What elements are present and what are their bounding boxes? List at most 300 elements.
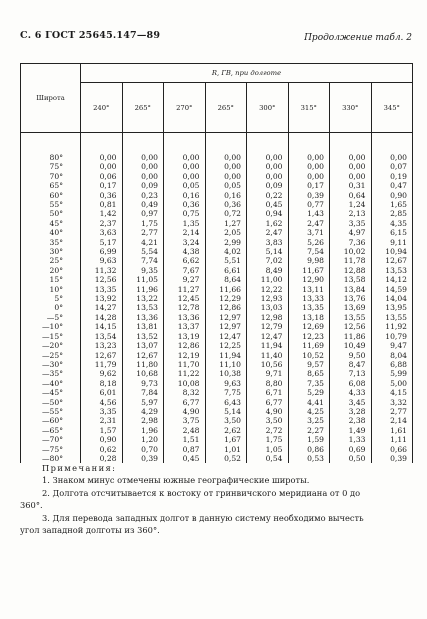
value-cell: 0,00 bbox=[330, 172, 372, 181]
table-row bbox=[21, 294, 413, 303]
value-cell: 0,00 bbox=[288, 162, 330, 171]
value-cell: 6,62 bbox=[164, 256, 206, 265]
value-cell: 3,45 bbox=[330, 398, 372, 407]
latitude-cell: —40° bbox=[21, 379, 81, 388]
value-cell: 13,23 bbox=[81, 341, 123, 350]
table-row bbox=[21, 256, 413, 265]
value-cell: 2,98 bbox=[122, 416, 164, 425]
value-cell: 12,22 bbox=[247, 285, 289, 294]
latitude-cell: 55° bbox=[21, 200, 81, 209]
latitude-cell: 35° bbox=[21, 238, 81, 247]
value-cell: 0,00 bbox=[122, 133, 164, 163]
value-cell: 1,11 bbox=[371, 435, 413, 444]
value-cell: 0,90 bbox=[371, 191, 413, 200]
value-cell: 9,63 bbox=[205, 379, 247, 388]
note-2: 2. Долгота отсчитывается к востоку от гринвичского меридиана от 0 до bbox=[42, 487, 361, 498]
longitude-header-cell: 270° bbox=[164, 83, 206, 133]
value-cell: 12,45 bbox=[164, 294, 206, 303]
page-reference: С. 6 ГОСТ 25645.147—89 bbox=[20, 30, 161, 41]
latitude-cell: —10° bbox=[21, 322, 81, 331]
value-cell: 1,20 bbox=[122, 435, 164, 444]
value-cell: 12,56 bbox=[81, 275, 123, 284]
value-cell: 9,98 bbox=[288, 256, 330, 265]
value-cell: 11,92 bbox=[371, 322, 413, 331]
value-cell: 2,62 bbox=[205, 426, 247, 435]
table-row bbox=[21, 181, 413, 190]
value-cell: 11,86 bbox=[330, 332, 372, 341]
latitude-cell: 15° bbox=[21, 275, 81, 284]
value-cell: 11,79 bbox=[81, 360, 123, 369]
table-row bbox=[21, 388, 413, 397]
latitude-cell: —60° bbox=[21, 416, 81, 425]
latitude-cell: 65° bbox=[21, 181, 81, 190]
value-cell: 0,00 bbox=[247, 133, 289, 163]
value-cell: 0,66 bbox=[371, 445, 413, 454]
table-row bbox=[21, 360, 413, 369]
value-cell: 3,24 bbox=[164, 238, 206, 247]
value-cell: 0,39 bbox=[288, 191, 330, 200]
value-cell: 2,72 bbox=[247, 426, 289, 435]
value-cell: 12,88 bbox=[330, 266, 372, 275]
value-cell: 12,29 bbox=[205, 294, 247, 303]
value-cell: 0,53 bbox=[288, 454, 330, 463]
value-cell: 4,35 bbox=[371, 219, 413, 228]
cutoff-rigidity-table bbox=[20, 63, 413, 463]
table-continuation-label: Продолжение табл. 2 bbox=[304, 33, 412, 43]
value-cell: 2,47 bbox=[247, 228, 289, 237]
latitude-cell: —20° bbox=[21, 341, 81, 350]
table-row bbox=[21, 416, 413, 425]
value-cell: 13,55 bbox=[330, 313, 372, 322]
value-cell: 12,69 bbox=[288, 322, 330, 331]
value-cell: 9,63 bbox=[81, 256, 123, 265]
value-cell: 10,49 bbox=[330, 341, 372, 350]
table-body bbox=[21, 133, 413, 464]
value-cell: 9,35 bbox=[122, 266, 164, 275]
value-cell: 0,00 bbox=[122, 172, 164, 181]
value-cell: 8,65 bbox=[288, 369, 330, 378]
value-cell: 3,35 bbox=[330, 219, 372, 228]
value-cell: 13,11 bbox=[288, 285, 330, 294]
value-cell: 13,92 bbox=[81, 294, 123, 303]
value-cell: 11,10 bbox=[205, 360, 247, 369]
value-cell: 11,94 bbox=[247, 341, 289, 350]
value-cell: 13,58 bbox=[330, 275, 372, 284]
value-cell: 10,08 bbox=[164, 379, 206, 388]
value-cell: 13,81 bbox=[122, 322, 164, 331]
value-cell: 13,19 bbox=[164, 332, 206, 341]
value-cell: 12,56 bbox=[330, 322, 372, 331]
value-cell: 13,07 bbox=[122, 341, 164, 350]
value-cell: 13,37 bbox=[164, 322, 206, 331]
value-cell: 0,77 bbox=[288, 200, 330, 209]
value-cell: 13,35 bbox=[81, 285, 123, 294]
latitude-cell: 10° bbox=[21, 285, 81, 294]
value-cell: 8,80 bbox=[247, 379, 289, 388]
value-cell: 4,97 bbox=[330, 228, 372, 237]
value-cell: 14,27 bbox=[81, 303, 123, 312]
value-cell: 0,00 bbox=[330, 133, 372, 163]
value-cell: 2,48 bbox=[164, 426, 206, 435]
value-cell: 12,47 bbox=[205, 332, 247, 341]
table-row bbox=[21, 407, 413, 416]
latitude-cell: 45° bbox=[21, 219, 81, 228]
value-cell: 1,49 bbox=[330, 426, 372, 435]
table-row bbox=[21, 285, 413, 294]
value-cell: 0,36 bbox=[205, 200, 247, 209]
value-cell: 1,75 bbox=[247, 435, 289, 444]
value-cell: 13,53 bbox=[371, 266, 413, 275]
value-cell: 10,56 bbox=[247, 360, 289, 369]
value-cell: 8,18 bbox=[81, 379, 123, 388]
value-cell: 12,78 bbox=[164, 303, 206, 312]
value-cell: 0,54 bbox=[247, 454, 289, 463]
latitude-cell: —55° bbox=[21, 407, 81, 416]
value-cell: 3,50 bbox=[247, 416, 289, 425]
value-cell: 0,17 bbox=[288, 181, 330, 190]
value-cell: 7,13 bbox=[330, 369, 372, 378]
value-cell: 3,75 bbox=[164, 416, 206, 425]
value-cell: 11,00 bbox=[247, 275, 289, 284]
value-cell: 6,77 bbox=[247, 398, 289, 407]
value-cell: 13,03 bbox=[247, 303, 289, 312]
note-3-continued: угол западной долготы из 360°. bbox=[20, 525, 160, 536]
value-cell: 5,99 bbox=[371, 369, 413, 378]
table-row bbox=[21, 200, 413, 209]
value-cell: 0,64 bbox=[330, 191, 372, 200]
value-cell: 10,68 bbox=[122, 369, 164, 378]
table-row bbox=[21, 322, 413, 331]
value-cell: 2,05 bbox=[205, 228, 247, 237]
value-cell: 3,63 bbox=[81, 228, 123, 237]
value-cell: 0,22 bbox=[247, 191, 289, 200]
value-cell: 5,29 bbox=[288, 388, 330, 397]
table-row bbox=[21, 379, 413, 388]
value-cell: 14,59 bbox=[371, 285, 413, 294]
value-cell: 12,86 bbox=[205, 303, 247, 312]
latitude-cell: 40° bbox=[21, 228, 81, 237]
value-cell: 13,54 bbox=[81, 332, 123, 341]
value-cell: 0,62 bbox=[81, 445, 123, 454]
value-cell: 2,27 bbox=[288, 426, 330, 435]
value-cell: 6,77 bbox=[164, 398, 206, 407]
value-cell: 9,62 bbox=[81, 369, 123, 378]
value-cell: 0,50 bbox=[330, 454, 372, 463]
value-cell: 2,77 bbox=[371, 407, 413, 416]
note-3: 3. Для перевода западных долгот в данную систему необходимо вычесть bbox=[42, 512, 364, 523]
value-cell: 0,05 bbox=[164, 181, 206, 190]
value-cell: 6,15 bbox=[371, 228, 413, 237]
table-row bbox=[21, 266, 413, 275]
value-cell: 5,54 bbox=[122, 247, 164, 256]
table-row bbox=[21, 445, 413, 454]
value-cell: 13,84 bbox=[330, 285, 372, 294]
value-cell: 0,28 bbox=[81, 454, 123, 463]
value-cell: 11,32 bbox=[81, 266, 123, 275]
value-cell: 0,09 bbox=[122, 181, 164, 190]
value-cell: 11,69 bbox=[288, 341, 330, 350]
value-cell: 13,53 bbox=[122, 303, 164, 312]
value-cell: 14,28 bbox=[81, 313, 123, 322]
value-cell: 0,75 bbox=[164, 209, 206, 218]
value-cell: 0,00 bbox=[371, 133, 413, 163]
table-row bbox=[21, 247, 413, 256]
value-cell: 14,15 bbox=[81, 322, 123, 331]
value-cell: 4,56 bbox=[81, 398, 123, 407]
value-cell: 0,09 bbox=[247, 181, 289, 190]
latitude-cell: —35° bbox=[21, 369, 81, 378]
table-row bbox=[21, 228, 413, 237]
value-cell: 5,00 bbox=[371, 379, 413, 388]
value-cell: 1,65 bbox=[371, 200, 413, 209]
table-row bbox=[21, 172, 413, 181]
longitude-header-cell: 315° bbox=[288, 83, 330, 133]
value-cell: 4,02 bbox=[205, 247, 247, 256]
value-cell: 9,47 bbox=[371, 341, 413, 350]
latitude-cell: —5° bbox=[21, 313, 81, 322]
latitude-cell: 0° bbox=[21, 303, 81, 312]
value-cell: 12,19 bbox=[164, 351, 206, 360]
value-cell: 2,14 bbox=[371, 416, 413, 425]
value-cell: 12,47 bbox=[247, 332, 289, 341]
value-cell: 3,25 bbox=[288, 416, 330, 425]
value-cell: 3,50 bbox=[205, 416, 247, 425]
value-cell: 4,25 bbox=[288, 407, 330, 416]
latitude-header: Широта bbox=[21, 64, 81, 133]
value-cell: 13,76 bbox=[330, 294, 372, 303]
value-cell: 4,21 bbox=[122, 238, 164, 247]
value-cell: 7,36 bbox=[330, 238, 372, 247]
longitude-header-cell: 330° bbox=[330, 83, 372, 133]
value-cell: 12,86 bbox=[164, 341, 206, 350]
value-cell: 0,00 bbox=[81, 162, 123, 171]
table-row bbox=[21, 303, 413, 312]
value-cell: 0,00 bbox=[330, 162, 372, 171]
value-cell: 13,52 bbox=[122, 332, 164, 341]
table-row bbox=[21, 435, 413, 444]
value-cell: 6,43 bbox=[205, 398, 247, 407]
value-cell: 13,36 bbox=[164, 313, 206, 322]
value-cell: 13,22 bbox=[122, 294, 164, 303]
value-cell: 3,32 bbox=[371, 398, 413, 407]
value-cell: 10,94 bbox=[371, 247, 413, 256]
latitude-cell: 70° bbox=[21, 172, 81, 181]
value-cell: 2,85 bbox=[371, 209, 413, 218]
value-cell: 12,23 bbox=[288, 332, 330, 341]
value-cell: 3,35 bbox=[81, 407, 123, 416]
value-cell: 11,66 bbox=[205, 285, 247, 294]
value-cell: 3,83 bbox=[247, 238, 289, 247]
value-cell: 12,98 bbox=[247, 313, 289, 322]
value-cell: 0,39 bbox=[122, 454, 164, 463]
value-cell: 11,80 bbox=[122, 360, 164, 369]
latitude-cell: —70° bbox=[21, 435, 81, 444]
latitude-cell: 75° bbox=[21, 162, 81, 171]
longitude-header-cell: 265° bbox=[205, 83, 247, 133]
latitude-cell: 25° bbox=[21, 256, 81, 265]
value-cell: 0,17 bbox=[81, 181, 123, 190]
value-cell: 1,35 bbox=[164, 219, 206, 228]
value-cell: 11,96 bbox=[122, 285, 164, 294]
value-cell: 14,12 bbox=[371, 275, 413, 284]
value-cell: 4,15 bbox=[371, 388, 413, 397]
value-cell: 2,47 bbox=[288, 219, 330, 228]
notes-title: Примечания: bbox=[42, 463, 117, 473]
value-cell: 0,00 bbox=[288, 133, 330, 163]
value-cell: 0,23 bbox=[122, 191, 164, 200]
value-cell: 13,69 bbox=[330, 303, 372, 312]
value-cell: 0,00 bbox=[122, 162, 164, 171]
value-cell: 0,00 bbox=[247, 172, 289, 181]
value-cell: 7,74 bbox=[122, 256, 164, 265]
table-row bbox=[21, 162, 413, 171]
latitude-cell: 5° bbox=[21, 294, 81, 303]
table-row bbox=[21, 275, 413, 284]
value-cell: 1,59 bbox=[288, 435, 330, 444]
value-cell: 3,71 bbox=[288, 228, 330, 237]
value-cell: 12,90 bbox=[288, 275, 330, 284]
value-cell: 12,67 bbox=[81, 351, 123, 360]
value-cell: 1,75 bbox=[122, 219, 164, 228]
value-cell: 0,06 bbox=[81, 172, 123, 181]
value-cell: 5,14 bbox=[247, 247, 289, 256]
value-cell: 11,94 bbox=[205, 351, 247, 360]
value-cell: 12,93 bbox=[247, 294, 289, 303]
value-cell: 0,00 bbox=[164, 133, 206, 163]
value-cell: 7,02 bbox=[247, 256, 289, 265]
value-cell: 7,75 bbox=[205, 388, 247, 397]
value-cell: 0,39 bbox=[371, 454, 413, 463]
value-cell: 1,27 bbox=[205, 219, 247, 228]
value-cell: 13,33 bbox=[288, 294, 330, 303]
value-cell: 5,26 bbox=[288, 238, 330, 247]
value-cell: 12,79 bbox=[247, 322, 289, 331]
value-cell: 11,40 bbox=[247, 351, 289, 360]
value-cell: 4,38 bbox=[164, 247, 206, 256]
latitude-cell: —50° bbox=[21, 398, 81, 407]
value-cell: 3,28 bbox=[330, 407, 372, 416]
value-cell: 8,32 bbox=[164, 388, 206, 397]
latitude-cell: —45° bbox=[21, 388, 81, 397]
value-cell: 6,71 bbox=[247, 388, 289, 397]
table-row bbox=[21, 341, 413, 350]
value-cell: 0,86 bbox=[288, 445, 330, 454]
value-cell: 0,31 bbox=[330, 181, 372, 190]
latitude-cell: 30° bbox=[21, 247, 81, 256]
value-cell: 0,52 bbox=[205, 454, 247, 463]
value-cell: 1,42 bbox=[81, 209, 123, 218]
value-cell: 7,84 bbox=[122, 388, 164, 397]
notes-section bbox=[20, 462, 412, 536]
value-cell: 14,04 bbox=[371, 294, 413, 303]
value-cell: 13,95 bbox=[371, 303, 413, 312]
value-cell: 1,01 bbox=[205, 445, 247, 454]
value-cell: 0,00 bbox=[205, 172, 247, 181]
latitude-cell: —30° bbox=[21, 360, 81, 369]
value-cell: 0,05 bbox=[205, 181, 247, 190]
value-cell: 0,45 bbox=[247, 200, 289, 209]
value-cell: 12,67 bbox=[122, 351, 164, 360]
value-cell: 13,35 bbox=[288, 303, 330, 312]
latitude-cell: —25° bbox=[21, 351, 81, 360]
value-cell: 0,00 bbox=[205, 162, 247, 171]
table-row bbox=[21, 332, 413, 341]
latitude-cell: —80° bbox=[21, 454, 81, 463]
latitude-cell: 60° bbox=[21, 191, 81, 200]
table-row bbox=[21, 398, 413, 407]
value-cell: 6,01 bbox=[81, 388, 123, 397]
value-cell: 11,05 bbox=[122, 275, 164, 284]
value-cell: 10,79 bbox=[371, 332, 413, 341]
note-1: 1. Знаком минус отмечены южные географические широты. bbox=[42, 475, 310, 486]
latitude-cell: 50° bbox=[21, 209, 81, 218]
value-cell: 0,00 bbox=[81, 133, 123, 163]
value-cell: 0,94 bbox=[247, 209, 289, 218]
value-cell: 6,99 bbox=[81, 247, 123, 256]
value-cell: 1,43 bbox=[288, 209, 330, 218]
value-cell: 7,35 bbox=[288, 379, 330, 388]
latitude-cell: 20° bbox=[21, 266, 81, 275]
value-cell: 9,11 bbox=[371, 238, 413, 247]
value-cell: 4,29 bbox=[122, 407, 164, 416]
table-row bbox=[21, 426, 413, 435]
value-cell: 9,71 bbox=[247, 369, 289, 378]
value-cell: 11,70 bbox=[164, 360, 206, 369]
value-cell: 12,25 bbox=[205, 341, 247, 350]
value-cell: 0,49 bbox=[122, 200, 164, 209]
value-cell: 1,96 bbox=[122, 426, 164, 435]
value-cell: 5,97 bbox=[122, 398, 164, 407]
value-cell: 0,00 bbox=[205, 133, 247, 163]
value-cell: 10,02 bbox=[330, 247, 372, 256]
value-cell: 9,27 bbox=[164, 275, 206, 284]
table-row bbox=[21, 313, 413, 322]
value-cell: 0,90 bbox=[81, 435, 123, 444]
value-cell: 5,17 bbox=[81, 238, 123, 247]
longitude-span-header: R, ГВ, при долготе bbox=[81, 64, 413, 83]
value-cell: 2,31 bbox=[81, 416, 123, 425]
value-cell: 7,67 bbox=[164, 266, 206, 275]
longitude-header-cell: 345° bbox=[371, 83, 413, 133]
value-cell: 8,04 bbox=[371, 351, 413, 360]
value-cell: 6,61 bbox=[205, 266, 247, 275]
value-cell: 1,57 bbox=[81, 426, 123, 435]
value-cell: 0,07 bbox=[371, 162, 413, 171]
value-cell: 2,13 bbox=[330, 209, 372, 218]
value-cell: 8,64 bbox=[205, 275, 247, 284]
value-cell: 4,90 bbox=[247, 407, 289, 416]
value-cell: 0,36 bbox=[164, 200, 206, 209]
table-row bbox=[21, 351, 413, 360]
value-cell: 9,57 bbox=[288, 360, 330, 369]
value-cell: 11,27 bbox=[164, 285, 206, 294]
value-cell: 13,55 bbox=[371, 313, 413, 322]
value-cell: 0,81 bbox=[81, 200, 123, 209]
value-cell: 12,67 bbox=[371, 256, 413, 265]
value-cell: 1,51 bbox=[164, 435, 206, 444]
value-cell: 7,54 bbox=[288, 247, 330, 256]
table-row bbox=[21, 238, 413, 247]
note-2-continued: 360°. bbox=[20, 500, 43, 511]
value-cell: 0,87 bbox=[164, 445, 206, 454]
value-cell: 5,14 bbox=[205, 407, 247, 416]
value-cell: 9,73 bbox=[122, 379, 164, 388]
value-cell: 0,00 bbox=[164, 162, 206, 171]
value-cell: 4,33 bbox=[330, 388, 372, 397]
value-cell: 11,22 bbox=[164, 369, 206, 378]
value-cell: 2,37 bbox=[81, 219, 123, 228]
value-cell: 6,08 bbox=[330, 379, 372, 388]
